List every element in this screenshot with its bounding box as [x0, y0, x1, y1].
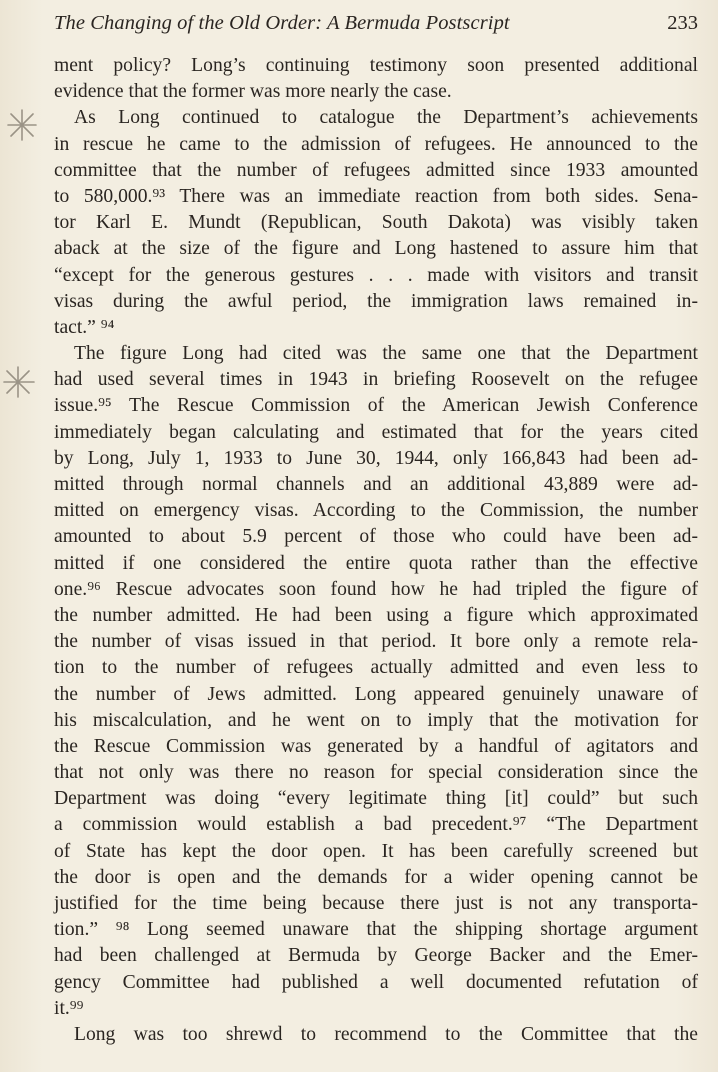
page-header: [54, 12, 698, 40]
body-text: [54, 53, 698, 1048]
running-title: The Changing of the Old Order: A Bermuda Postscript: [54, 12, 510, 34]
text-line: the number of visas issued in that period. It bore only a remote rela-: [54, 631, 698, 653]
text-line: Department was doing “every legitimate thing [it] could” but such: [54, 788, 698, 810]
text-line: had used several times in 1943 in briefing Roosevelt on the refugee: [54, 369, 698, 391]
text-line: Long was too shrewd to recommend to the Committee that the: [74, 1023, 698, 1045]
text-line: amounted to about 5.9 percent of those who could have been ad-: [54, 526, 698, 548]
text-line: one.⁹⁶ Rescue advocates soon found how he had tripled the figure of: [54, 578, 698, 600]
text-line: his miscalculation, and he went on to imply that the motivation for: [54, 709, 698, 731]
text-line: visas during the awful period, the immigration laws remained in-: [54, 290, 698, 312]
text-line: mitted on emergency visas. According to the Commission, the number: [54, 500, 698, 522]
text-line: to 580,000.⁹³ There was an immediate reaction from both sides. Sena-: [54, 185, 698, 207]
text-line: mitted if one considered the entire quota rather than the effective: [54, 552, 698, 574]
text-line: the door is open and the demands for a wider opening cannot be: [54, 866, 698, 888]
text-line: of State has kept the door open. It has been carefully screened but: [54, 840, 698, 862]
text-line: evidence that the former was more nearly the case.: [54, 81, 452, 103]
text-line: immediately began calculating and estimated that for the years cited: [54, 421, 698, 443]
text-line: it.⁹⁹: [54, 997, 84, 1019]
text-line: The figure Long had cited was the same one that the Department: [74, 343, 698, 365]
asterisk-icon: [4, 107, 40, 143]
text-line: tact.” ⁹⁴: [54, 316, 115, 338]
page-number: 233: [667, 12, 698, 34]
text-line: issue.⁹⁵ The Rescue Commission of the American Jewish Conference: [54, 395, 698, 417]
text-line: justified for the time being because there just is not any transporta-: [54, 893, 698, 914]
text-line: by Long, July 1, 1933 to June 30, 1944, only 166,843 had been ad-: [54, 447, 698, 469]
text-line: aback at the size of the figure and Long hastened to assure him that: [54, 238, 698, 260]
text-line: the number of Jews admitted. Long appeared genuinely unaware of: [54, 683, 698, 705]
text-line: the Rescue Commission was generated by a handful of agitators and: [54, 735, 698, 757]
text-line: “except for the generous gestures . . . made with visitors and transit: [54, 264, 698, 286]
text-line: committee that the number of refugees admitted since 1933 amounted: [54, 159, 698, 181]
text-line: ment policy? Long’s continuing testimony soon presented additional: [54, 55, 698, 76]
text-line: that not only was there no reason for special consideration since the: [54, 762, 698, 784]
text-line: the number admitted. He had been using a figure which approximated: [54, 604, 698, 626]
text-line: had been challenged at Bermuda by George Backer and the Emer-: [54, 945, 698, 967]
asterisk-icon: [0, 364, 36, 400]
text-line: mitted through normal channels and an additional 43,889 were ad-: [54, 474, 698, 495]
text-line: in rescue he came to the admission of refugees. He announced to the: [54, 133, 698, 155]
text-line: tor Karl E. Mundt (Republican, South Dakota) was visibly taken: [54, 212, 698, 234]
text-line: tion to the number of refugees actually admitted and even less to: [54, 657, 698, 679]
text-line: As Long continued to catalogue the Department’s achievements: [74, 107, 698, 129]
text-line: gency Committee had published a well documented refutation of: [54, 971, 698, 993]
text-line: a commission would establish a bad precedent.⁹⁷ “The Department: [54, 814, 698, 836]
text-line: tion.” ⁹⁸ Long seemed unaware that the shipping shortage argument: [54, 919, 698, 941]
